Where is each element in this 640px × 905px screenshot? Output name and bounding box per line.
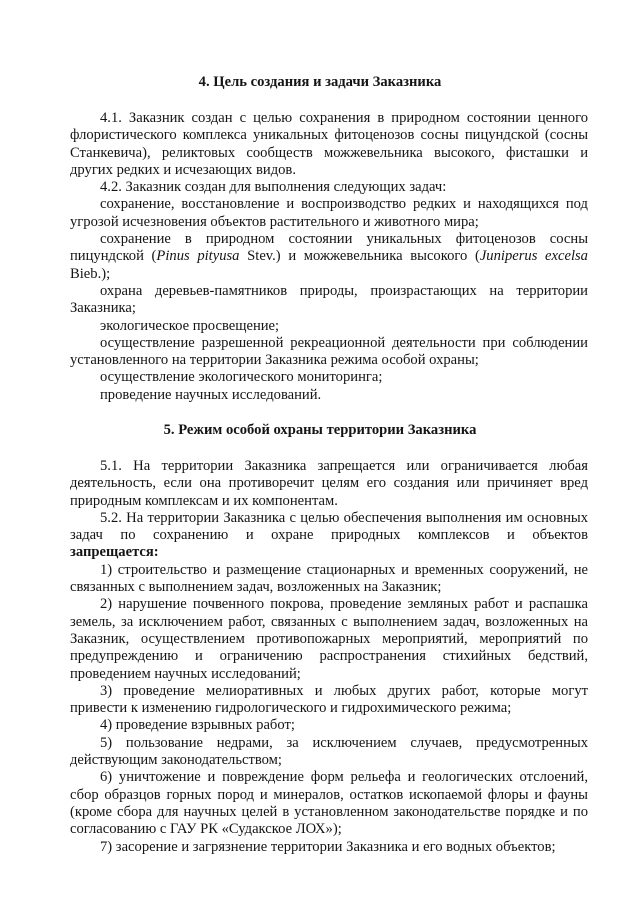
paragraph-4-1: 4.1. Заказник создан с целью сохранения в природном состоянии ценного флористического комплекса уникальных фитоценозов сосны пицундской (сосны Станкевича), реликтовых сообществ можжевельника высокого, фисташки и других редких и исчезающих видов. xyxy=(70,110,588,178)
prohibition-item: 4) проведение взрывных работ; xyxy=(100,717,295,734)
section-4-heading: 4. Цель создания и задачи Заказника xyxy=(198,74,442,90)
section-4-body xyxy=(70,110,588,404)
section-5-heading: 5. Режим особой охраны территории Заказника xyxy=(163,422,477,438)
paragraph-4-2: 4.2. Заказник создан для выполнения следующих задач: xyxy=(100,179,447,196)
task-monitoring: осуществление экологического мониторинга; xyxy=(100,369,383,386)
prohibition-item: 6) уничтожение и повреждение форм рельефа и геологических отслоений, сбор образцов горных пород и минералов, остатков ископаемой флоры и фауны (кроме сбора для научных целей в установленном законодательстве порядке и по согласованию с ГАУ РК «Судакское ЛОХ»); xyxy=(70,769,588,838)
prohibition-item: 1) строительство и размещение стационарных и временных сооружений, не связанных с выполнением задач, возложенных на Заказник; xyxy=(70,561,588,596)
latin-pinus-name: Pinus pityusa xyxy=(156,248,240,265)
section-5-body xyxy=(70,458,588,856)
task-preservation: сохранение, восстановление и воспроизводство редких и находящихся под угрозой исчезновения объектов растительного и животного мира; xyxy=(70,196,588,230)
latin-juniperus-name: Juniperus excelsa xyxy=(479,248,588,265)
task-phytocenoses-end: Bieb.); xyxy=(70,265,111,282)
task-tree-monuments: охрана деревьев-памятников природы, произрастающих на территории Заказника; xyxy=(70,282,588,317)
prohibition-item: 5) пользование недрами, за исключением случаев, предусмотренных действующим законодательством; xyxy=(70,734,588,769)
paragraph-5-1: 5.1. На территории Заказника запрещается или ограничивается любая деятельность, если она противоречит целям его создания или причиняет вред природным комплексам и их компонентам. xyxy=(70,458,588,509)
paragraph-5-2: 5.2. На территории Заказника с целью обеспечения выполнения им основных задач по сохранению и охране природных комплексов и объектов xyxy=(70,509,588,544)
task-recreation: осуществление разрешенной рекреационной деятельности при соблюдении установленного на территории Заказника режима особой охраны; xyxy=(70,334,588,369)
prohibition-item: 2) нарушение почвенного покрова, проведение земляных работ и распашка земель, за исключением работ, связанных с выполнением задач, возложенных на Заказник, осуществлением противопожарных мероприятий, мероприятий по предупреждению и ограничению распространения стихийных бедствий, проведением научных исследований; xyxy=(70,596,588,682)
task-phytocenoses-text: сохранение в природном состоянии уникальных фитоценозов сосны пицундской ( xyxy=(70,231,588,265)
prohibition-item: 7) засорение и загрязнение территории Заказника и его водных объектов; xyxy=(100,838,556,855)
prohibition-item: 3) проведение мелиоративных и любых других работ, которые могут привести к изменению гидрологического и гидрохимического режима; xyxy=(70,682,588,717)
task-phytocenoses-middle: Stev.) и можжевельника высокого ( xyxy=(239,248,480,265)
prohibited-label: запрещается: xyxy=(70,544,159,561)
task-phytocenoses xyxy=(70,231,588,283)
task-research: проведение научных исследований. xyxy=(100,386,322,403)
task-education: экологическое просвещение; xyxy=(100,317,280,334)
